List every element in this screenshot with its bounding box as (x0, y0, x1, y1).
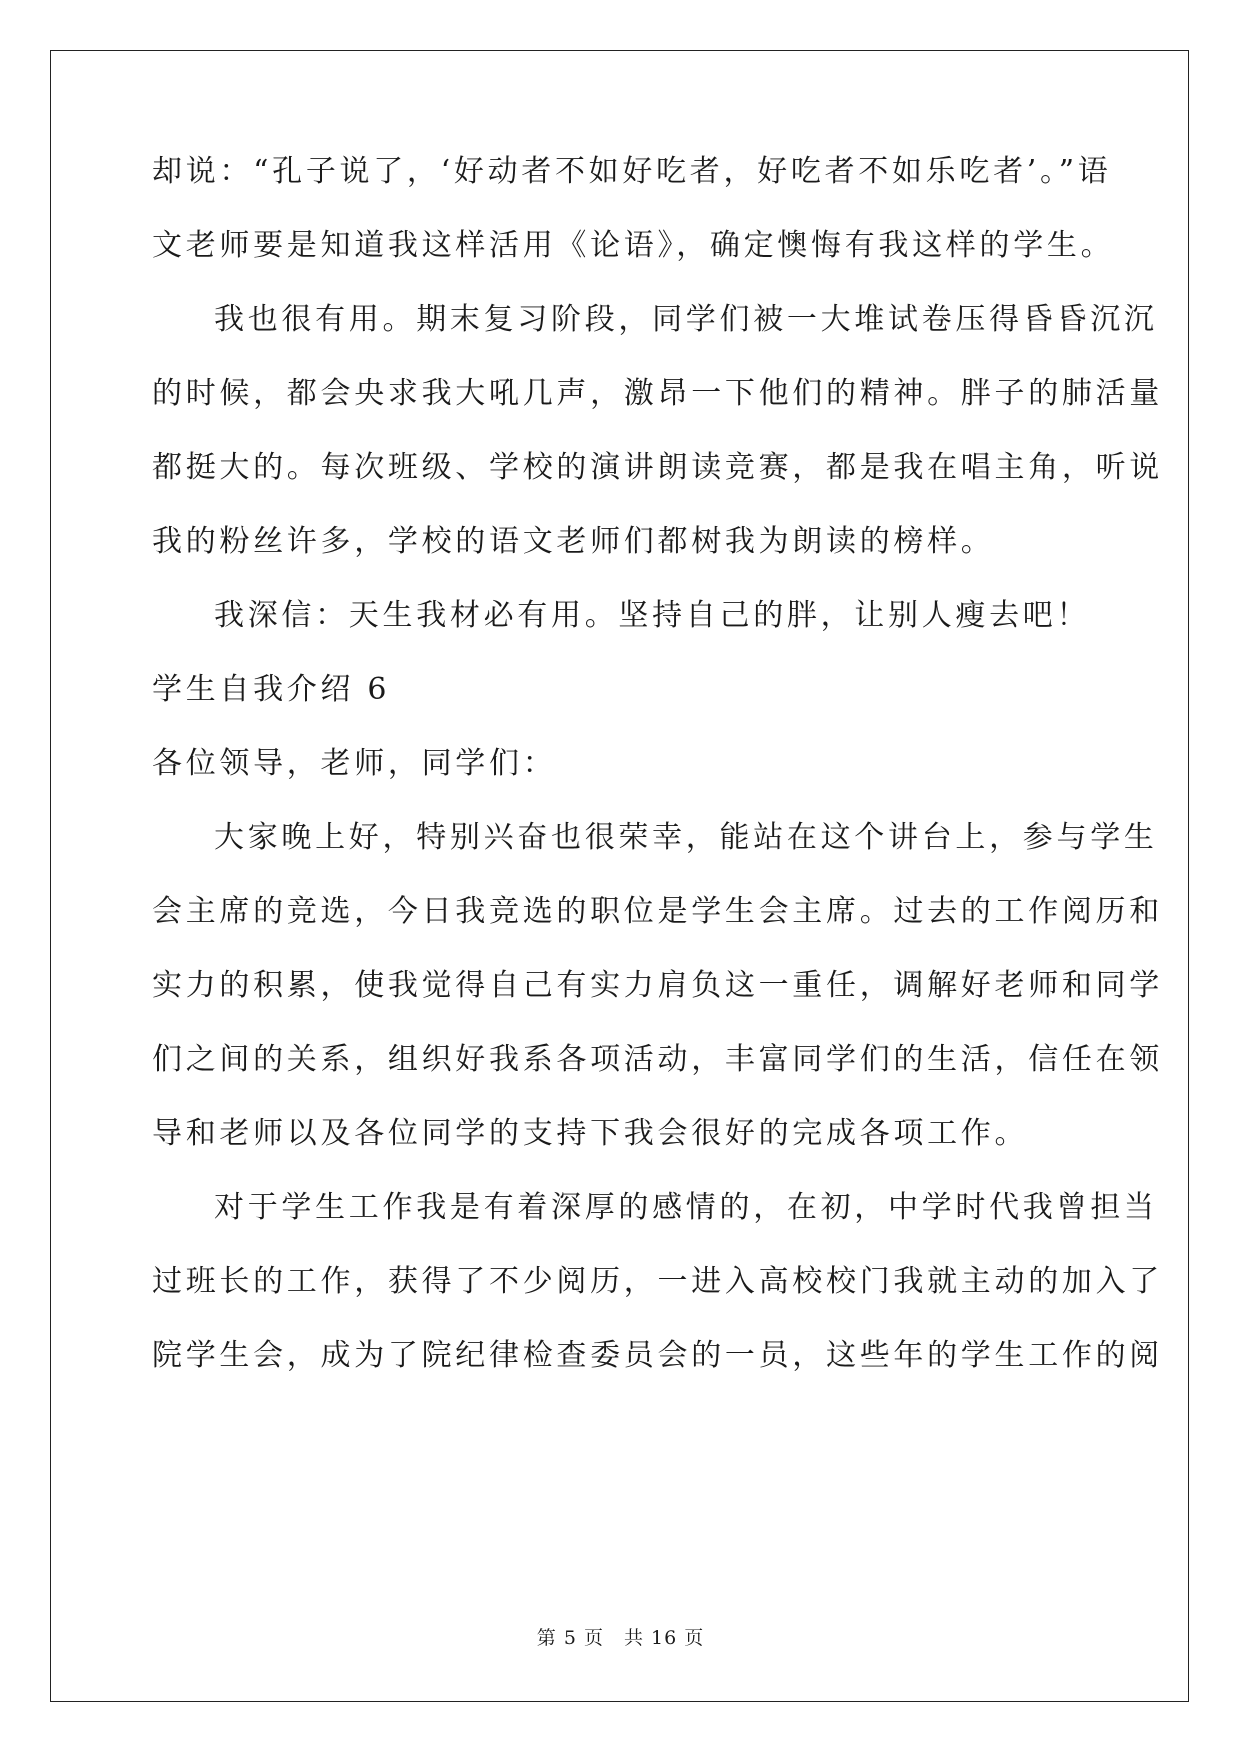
body-line: 院学生会，成为了院纪律检查委员会的一员，这些年的学生工作的阅 (152, 1338, 1163, 1373)
body-line: 却说：“孔子说了，‘好动者不如好吃者，好吃者不如乐吃者’。”语 (152, 154, 1112, 189)
body-line: 过班长的工作，获得了不少阅历，一进入高校校门我就主动的加入了 (152, 1264, 1163, 1299)
salutation: 各位领导，老师，同学们： (152, 746, 557, 781)
body-line: 文老师要是知道我这样活用《论语》，确定懊悔有我这样的学生。 (152, 228, 1115, 263)
page-border (50, 50, 1189, 1702)
body-line: 实力的积累，使我觉得自己有实力肩负这一重任，调解好老师和同学 (152, 968, 1163, 1003)
body-line: 都挺大的。每次班级、学校的演讲朗读竞赛，都是我在唱主角，听说 (152, 450, 1163, 485)
body-line: 们之间的关系，组织好我系各项活动，丰富同学们的生活，信任在领 (152, 1042, 1163, 1077)
body-line: 的时候，都会央求我大吼几声，激昂一下他们的精神。胖子的肺活量 (152, 376, 1163, 411)
page-number: 第 5 页 共 16 页 (536, 1627, 705, 1649)
paragraph-line: 大家晚上好，特别兴奋也很荣幸，能站在这个讲台上，参与学生 (214, 820, 1158, 855)
paragraph-line: 对于学生工作我是有着深厚的感情的，在初，中学时代我曾担当 (214, 1190, 1158, 1225)
paragraph-line: 我也很有用。期末复习阶段，同学们被一大堆试卷压得昏昏沉沉 (214, 302, 1158, 337)
body-line: 会主席的竞选，今日我竞选的职位是学生会主席。过去的工作阅历和 (152, 894, 1163, 929)
section-heading: 学生自我介绍 6 (152, 672, 391, 707)
body-line: 导和老师以及各位同学的支持下我会很好的完成各项工作。 (152, 1116, 1029, 1151)
body-line: 我的粉丝许多，学校的语文老师们都树我为朗读的榜样。 (152, 524, 995, 559)
paragraph-line: 我深信：天生我材必有用。坚持自己的胖，让别人瘦去吧！ (214, 598, 1091, 633)
